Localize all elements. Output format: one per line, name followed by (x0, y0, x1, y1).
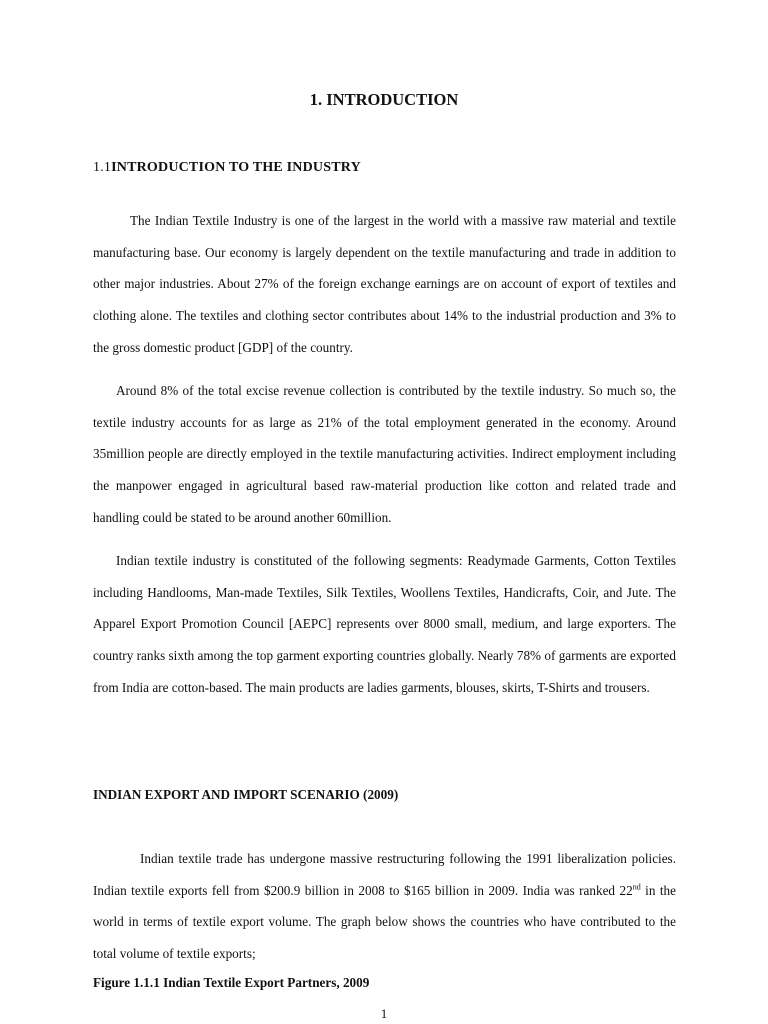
rank-number: 22 (619, 882, 633, 898)
chapter-title: 1. INTRODUCTION (309, 90, 459, 109)
rank-ordinal-suffix: nd (632, 882, 641, 892)
export-text-end: in the world in terms of textile export volume. The graph below shows the countries who have contributed to the total volume of textile exports; (93, 882, 676, 962)
figure-caption: Figure 1.1.1 Indian Textile Export Partners, 2009 (93, 975, 370, 990)
paragraph-segments: Indian textile industry is constituted of the following segments: Readymade Garments, Cotton Textiles including Handlooms, Man-made Textiles, Silk Textiles, Woollens Textiles, Handicrafts, Coir, and Jute. The Apparel Export Promotion Council [AEPC] represents over 8000 small, medium, and large exporters. The country ranks sixth among the top garment exporting countries globally. Nearly 78% of garments are exported from India are cotton-based. The main products are ladies garments, blouses, skirts, T-Shirts and trousers. (93, 553, 676, 695)
paragraph-employment: Around 8% of the total excise revenue collection is contributed by the textile industry. So much so, the textile industry accounts for as large as 21% of the total employment generated in the economy. Around 35million people are directly employed in the textile manufacturing activities. Indirect employment including the manpower engaged in agricultural based raw-material production like cotton and related trade and handling could be stated to be around another 60million. (93, 383, 676, 525)
export-text-start: Indian textile trade has undergone massive restructuring following the 1991 liberalization policies. Indian textile exports fell from $200.9 billion in 2008 to $165 billion in 2009. India was ranked (93, 851, 676, 898)
section-title: INTRODUCTION TO THE INDUSTRY (111, 160, 361, 175)
export-import-heading: INDIAN EXPORT AND IMPORT SCENARIO (2009) (93, 787, 399, 802)
section-number: 1.1 (93, 160, 112, 175)
page-number: 1 (380, 1006, 388, 1021)
section-heading (93, 160, 361, 176)
paragraph-industry-overview: The Indian Textile Industry is one of the largest in the world with a massive raw material and textile manufacturing base. Our economy is largely dependent on the textile manufacturing and trade in addition to other major industries. About 27% of the foreign exchange earnings are on account of export of textiles and clothing alone. The textiles and clothing sector contributes about 14% to the industrial production and 3% to the gross domestic product [GDP] of the country. (93, 213, 676, 355)
paragraph-export-scenario (93, 843, 676, 970)
